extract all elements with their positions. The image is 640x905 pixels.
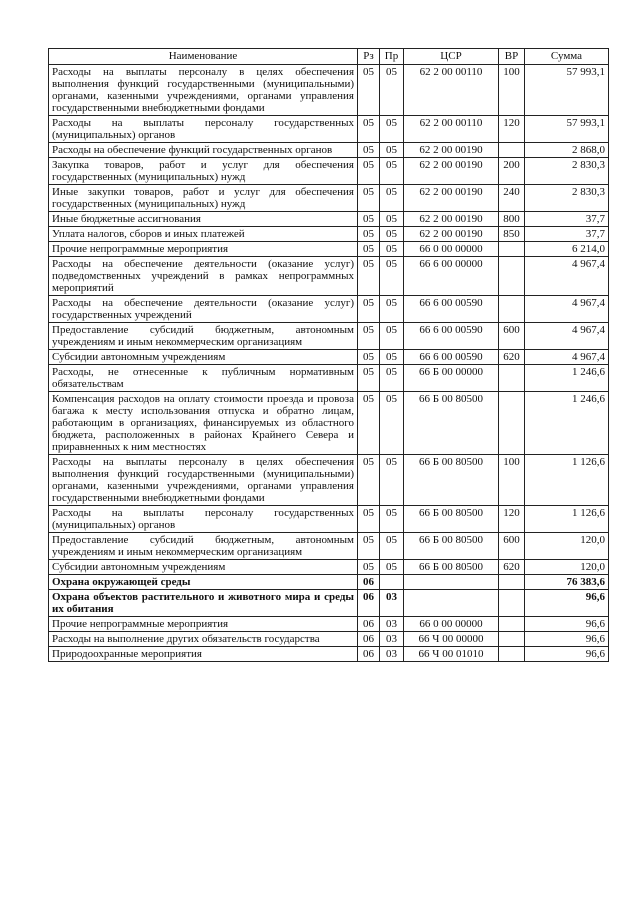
row-csr-cell: 66 Б 00 80500 <box>404 533 499 560</box>
row-name-cell: Закупка товаров, работ и услуг для обеспечения государственных (муниципальных) нужд <box>49 158 358 185</box>
row-vr-cell: 120 <box>499 116 525 143</box>
row-vr-cell <box>499 143 525 158</box>
row-csr-cell: 66 Б 00 00000 <box>404 365 499 392</box>
row-csr-cell: 62 2 00 00190 <box>404 227 499 242</box>
row-rz-cell: 05 <box>358 143 380 158</box>
row-pr-cell: 05 <box>380 365 404 392</box>
row-name-cell: Компенсация расходов на оплату стоимости проезда и провоза багажа к месту использования отпуска и обратно лицам, работающим в организациях, финансируемых из областного бюджета, расположенных в районах Крайнего Севера и приравненных к ним местностях <box>49 392 358 455</box>
row-sum-cell: 1 126,6 <box>525 455 609 506</box>
table-row <box>49 533 609 560</box>
row-sum-cell: 76 383,6 <box>525 575 609 590</box>
table-row <box>49 647 609 662</box>
row-vr-cell: 600 <box>499 323 525 350</box>
row-name-cell: Расходы на выплаты персоналу в целях обеспечения выполнения функций государственными (муниципальными) органами, казенными учреждениями, органами управления государственными внебюджетными фондами <box>49 65 358 116</box>
row-vr-cell: 620 <box>499 560 525 575</box>
row-name-cell: Расходы на обеспечение функций государственных органов <box>49 143 358 158</box>
row-csr-cell: 66 6 00 00590 <box>404 323 499 350</box>
row-sum-cell: 6 214,0 <box>525 242 609 257</box>
row-name-cell: Субсидии автономным учреждениям <box>49 560 358 575</box>
table-row <box>49 323 609 350</box>
row-csr-cell: 62 2 00 00110 <box>404 116 499 143</box>
row-pr-cell: 05 <box>380 143 404 158</box>
table-row <box>49 185 609 212</box>
row-rz-cell: 05 <box>358 323 380 350</box>
row-name-cell: Предоставление субсидий бюджетным, автономным учреждениям и иным некоммерческим организациям <box>49 533 358 560</box>
row-name-cell: Расходы на выплаты персоналу в целях обеспечения выполнения функций государственными (муниципальными) органами, казенными учреждениями, органами управления государственными внебюджетными фондами <box>49 455 358 506</box>
row-csr-cell <box>404 575 499 590</box>
table-header-row <box>49 49 609 65</box>
row-pr-cell: 05 <box>380 296 404 323</box>
row-csr-cell: 66 6 00 00590 <box>404 350 499 365</box>
table-row <box>49 455 609 506</box>
header-name: Наименование <box>49 49 358 65</box>
table-row <box>49 65 609 116</box>
row-pr-cell: 05 <box>380 158 404 185</box>
table-row <box>49 227 609 242</box>
row-vr-cell: 120 <box>499 506 525 533</box>
row-csr-cell <box>404 590 499 617</box>
row-csr-cell: 66 Б 00 80500 <box>404 560 499 575</box>
row-rz-cell: 05 <box>358 116 380 143</box>
row-rz-cell: 05 <box>358 212 380 227</box>
row-rz-cell: 05 <box>358 506 380 533</box>
row-sum-cell: 120,0 <box>525 560 609 575</box>
row-sum-cell: 120,0 <box>525 533 609 560</box>
row-rz-cell: 06 <box>358 632 380 647</box>
row-pr-cell: 05 <box>380 212 404 227</box>
row-rz-cell: 05 <box>358 392 380 455</box>
row-name-cell: Прочие непрограммные мероприятия <box>49 617 358 632</box>
table-row <box>49 212 609 227</box>
row-pr-cell <box>380 575 404 590</box>
table-row <box>49 296 609 323</box>
row-vr-cell <box>499 257 525 296</box>
table-row <box>49 590 609 617</box>
row-rz-cell: 05 <box>358 350 380 365</box>
header-rz: Рз <box>358 49 380 65</box>
row-vr-cell <box>499 296 525 323</box>
row-pr-cell: 05 <box>380 455 404 506</box>
table-body <box>49 65 609 662</box>
row-name-cell: Расходы, не отнесенные к публичным нормативным обязательствам <box>49 365 358 392</box>
row-pr-cell: 03 <box>380 617 404 632</box>
header-vr: ВР <box>499 49 525 65</box>
row-sum-cell: 2 830,3 <box>525 158 609 185</box>
table-row <box>49 632 609 647</box>
row-vr-cell: 100 <box>499 65 525 116</box>
row-csr-cell: 62 2 00 00190 <box>404 158 499 185</box>
row-pr-cell: 03 <box>380 590 404 617</box>
row-pr-cell: 05 <box>380 506 404 533</box>
row-pr-cell: 05 <box>380 242 404 257</box>
row-pr-cell: 05 <box>380 116 404 143</box>
row-rz-cell: 06 <box>358 617 380 632</box>
row-vr-cell: 600 <box>499 533 525 560</box>
row-pr-cell: 05 <box>380 65 404 116</box>
row-pr-cell: 05 <box>380 323 404 350</box>
row-rz-cell: 05 <box>358 455 380 506</box>
table-row <box>49 617 609 632</box>
row-rz-cell: 05 <box>358 365 380 392</box>
table-row <box>49 350 609 365</box>
header-pr: Пр <box>380 49 404 65</box>
row-pr-cell: 03 <box>380 632 404 647</box>
table-row <box>49 506 609 533</box>
row-rz-cell: 06 <box>358 590 380 617</box>
table-row <box>49 575 609 590</box>
row-sum-cell: 1 246,6 <box>525 365 609 392</box>
row-vr-cell <box>499 647 525 662</box>
row-rz-cell: 05 <box>358 296 380 323</box>
header-csr: ЦСР <box>404 49 499 65</box>
row-sum-cell: 4 967,4 <box>525 350 609 365</box>
row-name-cell: Расходы на выполнение других обязательств государства <box>49 632 358 647</box>
row-csr-cell: 62 2 00 00190 <box>404 143 499 158</box>
table-row <box>49 242 609 257</box>
row-vr-cell <box>499 242 525 257</box>
row-name-cell: Охрана окружающей среды <box>49 575 358 590</box>
row-csr-cell: 66 6 00 00000 <box>404 257 499 296</box>
row-name-cell: Субсидии автономным учреждениям <box>49 350 358 365</box>
table-row <box>49 116 609 143</box>
row-pr-cell: 05 <box>380 350 404 365</box>
row-vr-cell <box>499 575 525 590</box>
row-sum-cell: 4 967,4 <box>525 323 609 350</box>
row-rz-cell: 05 <box>358 257 380 296</box>
row-pr-cell: 05 <box>380 185 404 212</box>
row-rz-cell: 05 <box>358 560 380 575</box>
row-csr-cell: 62 2 00 00190 <box>404 212 499 227</box>
row-rz-cell: 06 <box>358 647 380 662</box>
row-sum-cell: 1 246,6 <box>525 392 609 455</box>
row-vr-cell: 100 <box>499 455 525 506</box>
row-sum-cell: 4 967,4 <box>525 257 609 296</box>
row-vr-cell: 850 <box>499 227 525 242</box>
table-row <box>49 257 609 296</box>
row-rz-cell: 05 <box>358 158 380 185</box>
row-pr-cell: 03 <box>380 647 404 662</box>
row-pr-cell: 05 <box>380 560 404 575</box>
row-csr-cell: 62 2 00 00110 <box>404 65 499 116</box>
row-name-cell: Охрана объектов растительного и животного мира и среды их обитания <box>49 590 358 617</box>
row-pr-cell: 05 <box>380 392 404 455</box>
row-vr-cell: 240 <box>499 185 525 212</box>
row-vr-cell <box>499 632 525 647</box>
row-csr-cell: 66 Б 00 80500 <box>404 455 499 506</box>
row-vr-cell: 800 <box>499 212 525 227</box>
table-row <box>49 560 609 575</box>
row-vr-cell <box>499 617 525 632</box>
row-sum-cell: 2 830,3 <box>525 185 609 212</box>
row-csr-cell: 62 2 00 00190 <box>404 185 499 212</box>
row-sum-cell: 2 868,0 <box>525 143 609 158</box>
row-name-cell: Расходы на обеспечение деятельности (оказание услуг) государственных учреждений <box>49 296 358 323</box>
row-rz-cell: 05 <box>358 185 380 212</box>
table-row <box>49 392 609 455</box>
row-vr-cell: 200 <box>499 158 525 185</box>
row-sum-cell: 96,6 <box>525 647 609 662</box>
row-vr-cell <box>499 365 525 392</box>
row-vr-cell: 620 <box>499 350 525 365</box>
row-rz-cell: 05 <box>358 65 380 116</box>
row-rz-cell: 05 <box>358 242 380 257</box>
row-pr-cell: 05 <box>380 533 404 560</box>
row-pr-cell: 05 <box>380 257 404 296</box>
row-vr-cell <box>499 392 525 455</box>
header-sum: Сумма <box>525 49 609 65</box>
row-csr-cell: 66 0 00 00000 <box>404 242 499 257</box>
row-rz-cell: 05 <box>358 533 380 560</box>
row-name-cell: Прочие непрограммные мероприятия <box>49 242 358 257</box>
row-pr-cell: 05 <box>380 227 404 242</box>
row-rz-cell: 05 <box>358 227 380 242</box>
row-name-cell: Расходы на выплаты персоналу государственных (муниципальных) органов <box>49 506 358 533</box>
row-csr-cell: 66 6 00 00590 <box>404 296 499 323</box>
row-vr-cell <box>499 590 525 617</box>
table-row <box>49 143 609 158</box>
row-csr-cell: 66 Б 00 80500 <box>404 506 499 533</box>
row-sum-cell: 57 993,1 <box>525 65 609 116</box>
row-name-cell: Предоставление субсидий бюджетным, автономным учреждениям и иным некоммерческим организациям <box>49 323 358 350</box>
table-row <box>49 158 609 185</box>
row-name-cell: Иные бюджетные ассигнования <box>49 212 358 227</box>
row-name-cell: Расходы на выплаты персоналу государственных (муниципальных) органов <box>49 116 358 143</box>
row-sum-cell: 37,7 <box>525 212 609 227</box>
row-name-cell: Расходы на обеспечение деятельности (оказание услуг) подведомственных учреждений в рамках непрограммных мероприятий <box>49 257 358 296</box>
row-csr-cell: 66 Б 00 80500 <box>404 392 499 455</box>
row-name-cell: Природоохранные мероприятия <box>49 647 358 662</box>
row-name-cell: Уплата налогов, сборов и иных платежей <box>49 227 358 242</box>
row-sum-cell: 37,7 <box>525 227 609 242</box>
row-sum-cell: 96,6 <box>525 617 609 632</box>
budget-table <box>48 48 609 662</box>
table-row <box>49 365 609 392</box>
row-csr-cell: 66 Ч 00 00000 <box>404 632 499 647</box>
row-sum-cell: 96,6 <box>525 590 609 617</box>
row-sum-cell: 4 967,4 <box>525 296 609 323</box>
row-csr-cell: 66 Ч 00 01010 <box>404 647 499 662</box>
row-csr-cell: 66 0 00 00000 <box>404 617 499 632</box>
row-sum-cell: 96,6 <box>525 632 609 647</box>
row-sum-cell: 57 993,1 <box>525 116 609 143</box>
row-sum-cell: 1 126,6 <box>525 506 609 533</box>
row-rz-cell: 06 <box>358 575 380 590</box>
row-name-cell: Иные закупки товаров, работ и услуг для обеспечения государственных (муниципальных) нужд <box>49 185 358 212</box>
